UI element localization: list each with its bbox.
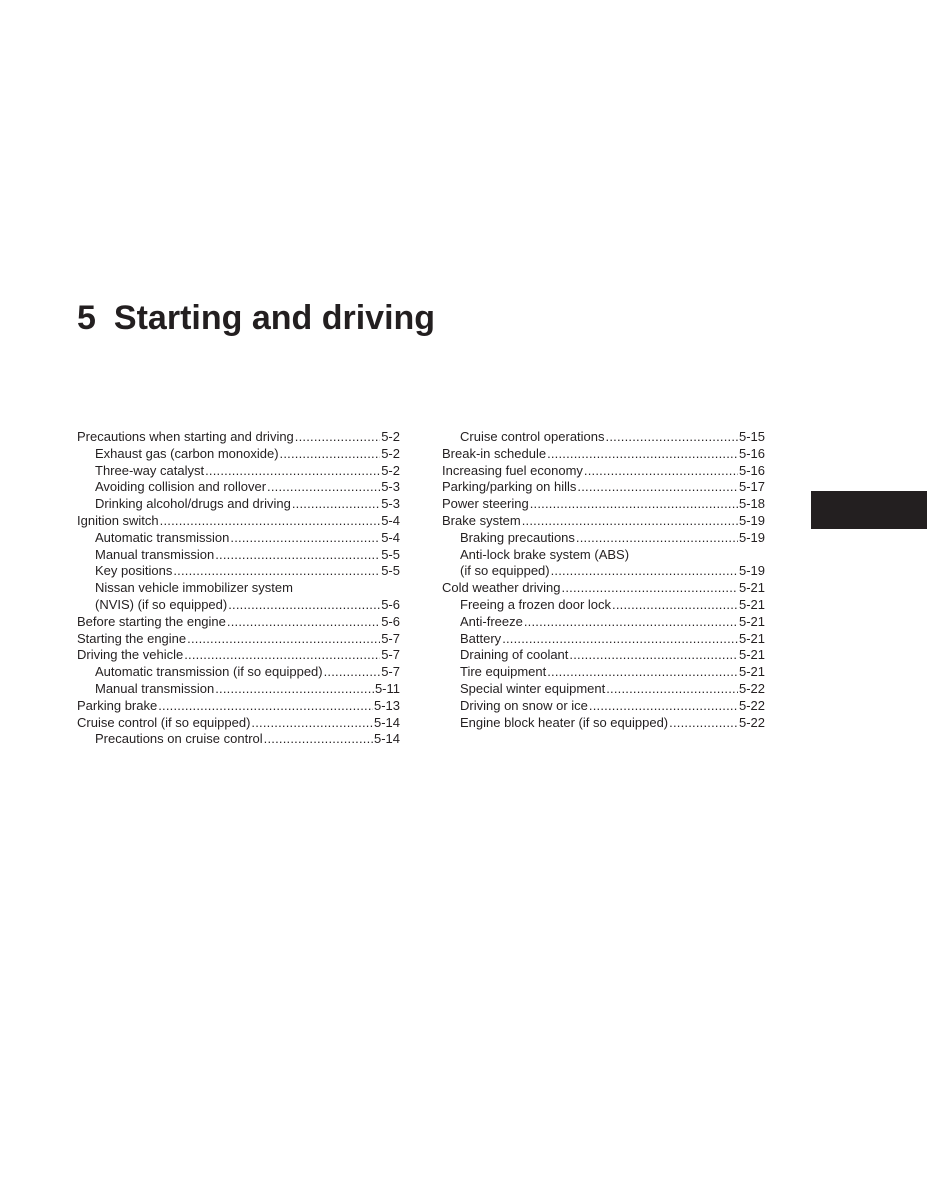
dot-leader <box>227 614 380 631</box>
dot-leader <box>292 496 380 513</box>
toc-entry-title: Parking brake <box>77 697 158 713</box>
dot-leader <box>669 715 738 732</box>
toc-entry-title-line2: (if so equipped) <box>460 563 550 579</box>
toc-entry-title: Special winter equipment <box>460 680 606 696</box>
toc-entry[interactable] <box>77 580 400 614</box>
chapter-thumb-tab <box>811 491 927 529</box>
toc-page-number: 5-2 <box>381 462 400 478</box>
toc-entry[interactable] <box>442 631 765 648</box>
toc-entry[interactable] <box>442 513 765 530</box>
toc-page-number: 5-22 <box>738 697 765 713</box>
toc-entry[interactable] <box>77 547 400 564</box>
toc-page-number: 5-6 <box>381 613 400 629</box>
toc-entry[interactable] <box>442 664 765 681</box>
dot-leader <box>295 429 380 446</box>
toc-page-number: 5-17 <box>738 479 765 495</box>
toc-entry[interactable] <box>442 681 765 698</box>
toc-entry-title: Precautions when starting and driving <box>77 429 294 444</box>
toc-entry[interactable] <box>442 698 765 715</box>
toc-entry[interactable] <box>77 698 400 715</box>
toc-entry[interactable] <box>77 715 400 732</box>
toc-entry-title: Brake system <box>442 512 521 528</box>
toc-page-number: 5-2 <box>381 429 400 444</box>
dot-leader <box>577 479 738 496</box>
toc-entry-title: Engine block heater (if so equipped) <box>460 714 669 730</box>
toc-page-number: 5-22 <box>738 714 765 730</box>
toc-entry-title: Freeing a frozen door lock <box>460 596 612 612</box>
toc-entry-title-line2: (NVIS) (if so equipped) <box>95 596 228 612</box>
toc-page-number: 5-7 <box>381 664 400 680</box>
dot-leader <box>280 446 381 463</box>
chapter-title-text: Starting and driving <box>113 299 436 337</box>
dot-leader <box>562 580 738 597</box>
toc-page-number: 5-16 <box>738 445 765 461</box>
toc-entry-title: Battery <box>460 630 502 646</box>
toc-page-number: 5-21 <box>738 647 765 663</box>
toc-entry-title: Cruise control (if so equipped) <box>77 714 251 730</box>
toc-page-number: 5-21 <box>738 580 765 596</box>
toc-entry-title: Driving the vehicle <box>77 647 184 663</box>
toc-entry[interactable] <box>442 715 765 732</box>
toc-entry[interactable] <box>77 563 400 580</box>
toc-page-number: 5-6 <box>381 596 400 612</box>
toc-entry-title: Drinking alcohol/drugs and driving <box>95 496 291 512</box>
toc-entry-title: Precautions on cruise control <box>95 731 263 747</box>
toc-entry[interactable] <box>77 496 400 513</box>
dot-leader <box>264 731 373 748</box>
toc-entry[interactable] <box>77 446 400 463</box>
toc-entry-title: Key positions <box>95 563 173 579</box>
toc-entry[interactable] <box>442 580 765 597</box>
toc-entry-line2 <box>77 597 400 614</box>
toc-page-number: 5-3 <box>381 479 400 495</box>
toc-entry[interactable] <box>77 664 400 681</box>
dot-leader <box>173 563 380 580</box>
toc-entry[interactable] <box>442 479 765 496</box>
toc-entry[interactable] <box>442 446 765 463</box>
toc-page-number: 5-16 <box>738 462 765 478</box>
toc-page-number: 5-22 <box>738 680 765 696</box>
toc-entry-title: Before starting the engine <box>77 613 226 629</box>
toc-page-number: 5-13 <box>373 697 400 713</box>
toc-entry-title: Cold weather driving <box>442 580 561 596</box>
toc-entry[interactable] <box>442 463 765 480</box>
toc-entry-title: Automatic transmission (if so equipped) <box>95 664 323 680</box>
dot-leader <box>576 530 738 547</box>
toc-page-number: 5-21 <box>738 630 765 646</box>
dot-leader <box>524 614 738 631</box>
toc-right-column <box>442 429 765 731</box>
toc-page-number: 5-11 <box>374 680 400 696</box>
chapter-title <box>77 296 435 340</box>
dot-leader <box>551 563 738 580</box>
toc-page-number: 5-21 <box>738 664 765 680</box>
toc-page-number: 5-19 <box>738 529 765 545</box>
toc-entry[interactable] <box>442 614 765 631</box>
toc-entry[interactable] <box>77 429 400 446</box>
toc-page-number: 5-4 <box>381 529 400 545</box>
chapter-number: 5 <box>77 299 96 337</box>
dot-leader <box>530 496 738 513</box>
toc-page-number: 5-21 <box>738 596 765 612</box>
dot-leader <box>160 513 381 530</box>
toc-entry-title: Driving on snow or ice <box>460 697 588 713</box>
dot-leader <box>228 597 380 614</box>
toc-entry-title: Break-in schedule <box>442 445 547 461</box>
toc-entry-title: Manual transmission <box>95 680 215 696</box>
dot-leader <box>547 446 738 463</box>
toc-page-number: 5-4 <box>381 512 400 528</box>
toc-entry-title: Cruise control operations <box>460 429 605 444</box>
toc-page-number: 5-14 <box>373 714 400 730</box>
dot-leader <box>215 681 374 698</box>
toc-entry-title: Ignition switch <box>77 512 159 528</box>
toc-entry[interactable] <box>442 429 765 446</box>
toc-page-number: 5-15 <box>738 429 765 444</box>
toc-entry-title: Braking precautions <box>460 529 575 545</box>
toc-entry[interactable] <box>77 479 400 496</box>
toc-page-number: 5-7 <box>381 630 400 646</box>
toc-entry[interactable] <box>442 496 765 513</box>
toc-entry-title: Increasing fuel economy <box>442 462 583 478</box>
dot-leader <box>606 681 738 698</box>
toc-entry[interactable] <box>442 530 765 547</box>
toc-page-number: 5-18 <box>738 496 765 512</box>
dot-leader <box>187 631 380 648</box>
toc-entry-title-line1: Nissan vehicle immobilizer system <box>95 580 293 596</box>
toc-page-number: 5-2 <box>381 445 400 461</box>
toc-entry-title: Draining of coolant <box>460 647 569 663</box>
toc-entry[interactable] <box>77 513 400 530</box>
dot-leader <box>606 429 738 446</box>
toc-entry-title: Exhaust gas (carbon monoxide) <box>95 445 279 461</box>
dot-leader <box>502 631 738 648</box>
toc-page-number: 5-19 <box>738 563 765 579</box>
toc-entry-title: Anti-freeze <box>460 613 523 629</box>
dot-leader <box>267 479 380 496</box>
dot-leader <box>522 513 738 530</box>
toc-entry[interactable] <box>442 547 765 581</box>
dot-leader <box>569 647 738 664</box>
toc-entry[interactable] <box>442 647 765 664</box>
toc-page-number: 5-3 <box>381 496 400 512</box>
toc-entry[interactable] <box>77 463 400 480</box>
toc-entry-title: Parking/parking on hills <box>442 479 577 495</box>
dot-leader <box>547 664 738 681</box>
toc-page-number: 5-14 <box>373 731 400 747</box>
toc-entry-title: Three-way catalyst <box>95 462 205 478</box>
toc-entry[interactable] <box>77 647 400 664</box>
toc-entry-line2 <box>442 563 765 580</box>
toc-page-number: 5-19 <box>738 512 765 528</box>
toc-page-number: 5-5 <box>381 546 400 562</box>
dot-leader <box>215 547 380 564</box>
toc-entry[interactable] <box>77 530 400 547</box>
toc-page-number: 5-21 <box>738 613 765 629</box>
toc-page-number: 5-5 <box>381 563 400 579</box>
dot-leader <box>205 463 380 480</box>
dot-leader <box>230 530 380 547</box>
dot-leader <box>612 597 738 614</box>
dot-leader <box>158 698 373 715</box>
toc-entry-title-line1: Anti-lock brake system (ABS) <box>460 546 630 562</box>
toc-entry-title: Power steering <box>442 496 529 512</box>
toc-page-number: 5-7 <box>381 647 400 663</box>
toc-entry[interactable] <box>77 631 400 648</box>
toc-left-column <box>77 429 400 748</box>
toc-entry[interactable] <box>77 731 400 748</box>
toc-entry-title: Manual transmission <box>95 546 215 562</box>
dot-leader <box>251 715 373 732</box>
dot-leader <box>589 698 738 715</box>
dot-leader <box>324 664 381 681</box>
toc-entry-title: Avoiding collision and rollover <box>95 479 267 495</box>
toc-entry-title: Tire equipment <box>460 664 547 680</box>
dot-leader <box>584 463 738 480</box>
toc-entry-title: Automatic transmission <box>95 529 230 545</box>
toc-entry[interactable] <box>77 614 400 631</box>
toc-entry-title: Starting the engine <box>77 630 187 646</box>
toc-entry[interactable] <box>442 597 765 614</box>
dot-leader <box>184 647 380 664</box>
toc-entry[interactable] <box>77 681 400 698</box>
